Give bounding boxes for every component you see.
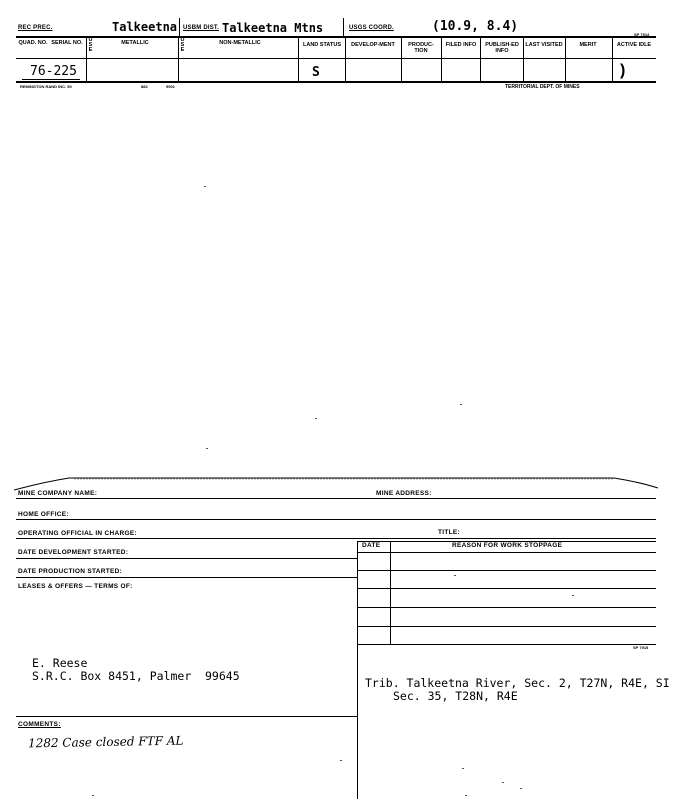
scan-speck	[204, 186, 206, 187]
col-land-status: LAND STATUS	[303, 42, 341, 48]
scan-speck	[572, 595, 574, 596]
owner-address: S.R.C. Box 8451, Palmer	[32, 669, 192, 683]
date-production-label: DATE PRODUCTION STARTED:	[18, 568, 123, 575]
comments-label: COMMENTS:	[18, 721, 61, 728]
operating-official-label: OPERATING OFFICIAL IN CHARGE:	[18, 530, 137, 537]
mine-address-label: MINE ADDRESS:	[376, 490, 432, 497]
scan-speck	[315, 418, 317, 419]
col-filed-info: FILED INFO	[445, 42, 477, 48]
col-merit: MERIT	[579, 42, 597, 48]
usgs-coord-label: USGS COORD.	[349, 25, 394, 31]
land-status-value: S	[312, 65, 320, 80]
leases-offers-label: LEASES & OFFERS — TERMS OF:	[18, 583, 133, 590]
col-active-idle: ACTIVE IDLE	[616, 42, 652, 48]
usbm-dist-label: USBM DIST.	[183, 25, 220, 31]
active-idle-mark: )	[620, 62, 626, 79]
owner-zip: 99645	[205, 669, 240, 683]
scan-speck	[340, 760, 342, 761]
territorial-dept: TERRITORIAL DEPT. OF MINES	[505, 84, 580, 90]
reason-col-header: REASON FOR WORK STOPPAGE	[452, 542, 563, 549]
col-development: DEVELOP-MENT	[351, 42, 395, 48]
col-use-metallic: U S E	[88, 37, 93, 53]
quad-serial-value: 76-225	[30, 64, 77, 79]
scan-speck	[454, 575, 456, 576]
home-office-label: HOME OFFICE:	[18, 511, 69, 518]
form-code-1: 882	[141, 84, 148, 89]
col-non-metallic: NON-METALLIC	[219, 40, 261, 46]
scan-speck	[92, 795, 94, 796]
rec-prec-label: REC PREC.	[18, 25, 53, 31]
form-code-2: 9901	[166, 84, 175, 89]
scan-speck	[206, 448, 208, 449]
col-use-nonmetallic: U S E	[180, 37, 185, 53]
owner-name: E. Reese	[32, 656, 88, 670]
handwritten-comment: 1282 Case closed FTF AL	[27, 733, 184, 751]
col-quad-no: QUAD. NO.	[18, 40, 48, 46]
scan-speck	[520, 788, 522, 789]
scan-speck	[502, 782, 504, 783]
form-number-top: SP 7914	[634, 32, 650, 37]
date-development-label: DATE DEVELOPMENT STARTED:	[18, 549, 129, 556]
col-last-visited: LAST VISITED	[525, 42, 563, 48]
col-published-info: PUBLISH-ED INFO	[485, 42, 519, 54]
rec-prec-value: Talkeetna	[112, 20, 178, 34]
title-label: TITLE:	[438, 529, 461, 536]
mine-company-label: MINE COMPANY NAME:	[18, 490, 98, 497]
usgs-coord-value: (10.9, 8.4)	[432, 19, 519, 34]
usbm-dist-value: Talkeetna Mtns	[222, 21, 324, 35]
col-metallic: METALLIC	[121, 40, 149, 46]
col-production: PRODUC-TION	[408, 42, 434, 54]
location-line-1: Trib. Talkeetna River, Sec. 2, T27N, R4E, SI	[365, 676, 670, 690]
scan-speck	[465, 795, 467, 796]
printer-imprint: REMINGTON RAND INC. 50	[20, 84, 72, 89]
scan-speck	[462, 768, 464, 769]
scan-speck	[460, 404, 462, 405]
date-col-header: DATE	[362, 542, 381, 549]
location-line-2: Sec. 35, T28N, R4E	[393, 689, 518, 703]
col-serial-no: SERIAL NO.	[51, 40, 83, 46]
form-number-bottom: SP 7915	[633, 645, 649, 650]
card-top-edge	[14, 472, 658, 494]
